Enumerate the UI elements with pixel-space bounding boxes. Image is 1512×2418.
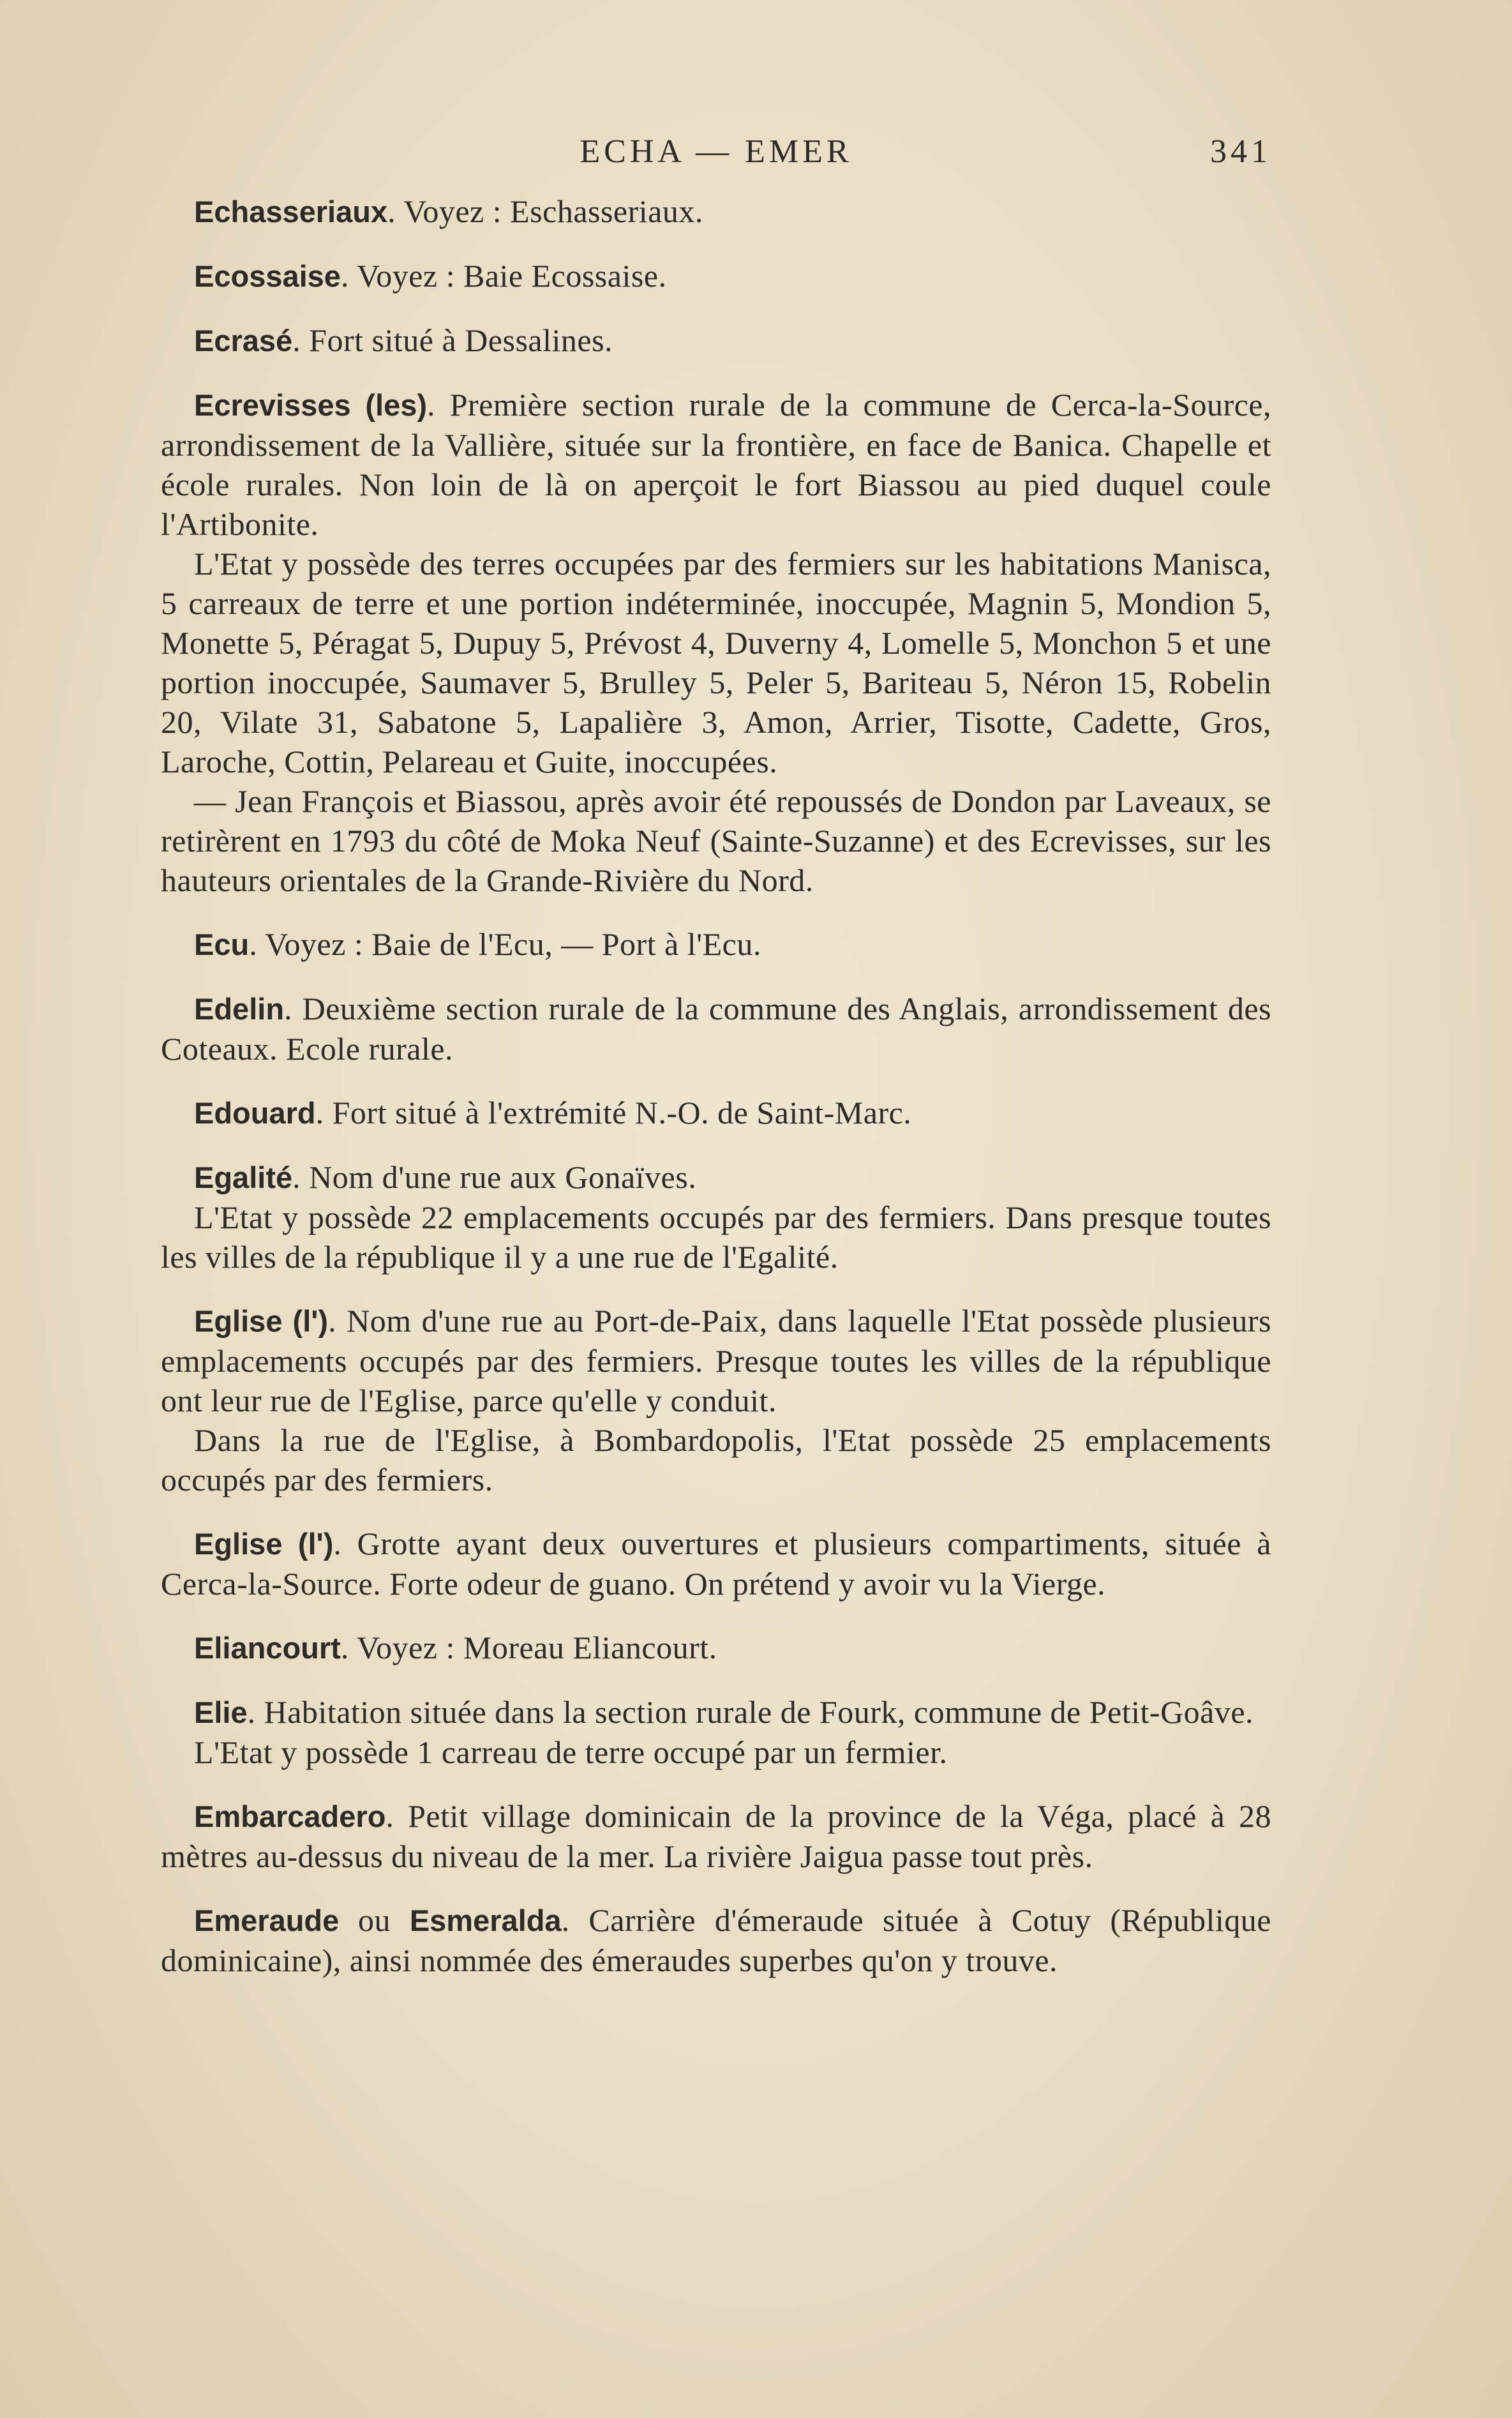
entry-headword: Eglise (l') (194, 1304, 329, 1338)
entry-headword: Emeraude (194, 1904, 340, 1937)
entry-text: . Première section rurale de la commune de Cerca-la-Source, arrondissement de la Vallière, située sur la frontière, en face de Banica. Chapelle et école rurales. Non loin de là on aperçoit le fort Biassou au pied duquel coule l'Artibonite. (161, 387, 1271, 542)
entry-paragraph (161, 1524, 1271, 1603)
entry-headword: Ecrasé (194, 324, 293, 357)
entry-connector: ou (339, 1902, 410, 1938)
entry-paragraph (161, 924, 1271, 965)
entry-headword: Ecrevisses (les) (194, 388, 428, 422)
entry-paragraph (161, 1093, 1271, 1133)
entry-text: . Voyez : Baie de l'Ecu, — Port à l'Ecu. (249, 926, 761, 962)
entry-text: . Habitation située dans la section rurale de Fourk, commune de Petit-Goâve. (247, 1694, 1254, 1730)
entry-ecrevisses (161, 385, 1271, 900)
entry-paragraph (161, 1692, 1271, 1732)
entry-echasseriaux (161, 191, 1271, 232)
entry-headword: Edouard (194, 1096, 316, 1130)
entry-headword: Elie (194, 1695, 248, 1729)
entry-eliancourt (161, 1628, 1271, 1668)
entry-eglise-grotte (161, 1524, 1271, 1603)
entry-elie (161, 1692, 1271, 1772)
entry-ecrase (161, 320, 1271, 361)
entry-text: . Deuxième section rurale de la commune des Anglais, arrondissement des Coteaux. Ecole rurale. (161, 991, 1271, 1067)
entry-subparagraph: L'Etat y possède 22 emplacements occupés par des fermiers. Dans presque toutes les villes de la république il y a une rue de l'Egalité. (161, 1199, 1271, 1275)
entry-paragraph (161, 191, 1271, 232)
page-number: 341 (1210, 133, 1271, 170)
entry-headword: Ecossaise (194, 259, 341, 293)
entry-headword: Eliancourt (194, 1631, 341, 1665)
entry-headword: Embarcadero (194, 1799, 386, 1833)
dictionary-entries (161, 191, 1271, 1980)
entry-paragraph (161, 256, 1271, 296)
entry-subparagraph: L'Etat y possède des terres occupées par des fermiers sur les habitations Manisca, 5 carreaux de terre et une portion indéterminée, inoccupée, Magnin 5, Mondion 5, Monette 5, Péragat 5, Dupuy 5, Prévost 4, Duverny 4, Lomelle 5, Monchon 5 et une portion inoccupée, Saumaver 5, Brulley 5, Peler 5, Bariteau 5, Néron 15, Robelin 20, Vilate 31, Sabatone 5, Lapalière 3, Amon, Arrier, Tisotte, Cadette, Gros, Laroche, Cottin, Pelareau et Guite, inoccupées. (161, 546, 1271, 779)
entry-ecu (161, 924, 1271, 965)
entry-paragraph (161, 1301, 1271, 1420)
entry-text: . Nom d'une rue au Port-de-Paix, dans laquelle l'Etat possède plusieurs emplacements occupés par des fermiers. Presque toutes les villes de la république ont leur rue de l'Eglise, parce qu'elle y conduit. (161, 1303, 1271, 1418)
entry-headword: Ecu (194, 927, 250, 961)
entry-text: . Fort situé à l'extrémité N.-O. de Saint-Marc. (315, 1095, 912, 1130)
entry-paragraph (161, 1628, 1271, 1668)
entry-subparagraph: — Jean François et Biassou, après avoir été repoussés de Dondon par Laveaux, se retirèrent en 1793 du côté de Moka Neuf (Sainte-Suzanne) et des Ecrevisses, sur les hauteurs orientales de la Grande-Rivière du Nord. (161, 783, 1271, 898)
entry-ecossaise (161, 256, 1271, 296)
entry-paragraph (161, 320, 1271, 361)
entry-text: . Nom d'une rue aux Gonaïves. (292, 1159, 697, 1195)
entry-text: . Grotte ayant deux ouvertures et plusieurs compartiments, située à Cerca-la-Source. Forte odeur de guano. On prétend y avoir vu la Vierge. (161, 1526, 1271, 1602)
entry-eglise-rue (161, 1301, 1271, 1499)
entry-headword: Echasseriaux (194, 195, 388, 229)
entry-paragraph (161, 989, 1271, 1069)
entry-edouard (161, 1093, 1271, 1133)
entry-text: . Voyez : Moreau Eliancourt. (340, 1630, 717, 1665)
entry-paragraph (161, 1157, 1271, 1198)
entry-headword-alt: Esmeralda (409, 1904, 562, 1937)
entry-headword: Edelin (194, 992, 285, 1026)
entry-paragraph (161, 1900, 1271, 1980)
running-title: ECHA — EMER (580, 133, 853, 170)
entry-embarcadero (161, 1796, 1271, 1876)
entry-text: . Carrière d'émeraude située à Cotuy (République dominicaine), ainsi nommée des émeraudes superbes qu'on y trouve. (161, 1902, 1271, 1978)
entry-text: . Petit village dominicain de la province de la Véga, placé à 28 mètres au-dessus du niveau de la mer. La rivière Jaigua passe tout près. (161, 1798, 1271, 1874)
entry-edelin (161, 989, 1271, 1069)
entry-paragraph (161, 1796, 1271, 1876)
entry-text: . Voyez : Baie Ecossaise. (340, 258, 667, 294)
entry-text: . Fort situé à Dessalines. (292, 322, 613, 358)
entry-subparagraph: Dans la rue de l'Eglise, à Bombardopolis, l'Etat possède 25 emplacements occupés par des fermiers. (161, 1422, 1271, 1498)
entry-subparagraph: L'Etat y possède 1 carreau de terre occupé par un fermier. (194, 1734, 948, 1770)
entry-emeraude (161, 1900, 1271, 1980)
entry-paragraph (161, 385, 1271, 544)
entry-headword: Eglise (l') (194, 1527, 334, 1561)
entry-headword: Egalité (194, 1160, 293, 1194)
page-header (161, 133, 1271, 177)
entry-egalite (161, 1157, 1271, 1277)
entry-text: . Voyez : Eschasseriaux. (387, 193, 703, 229)
